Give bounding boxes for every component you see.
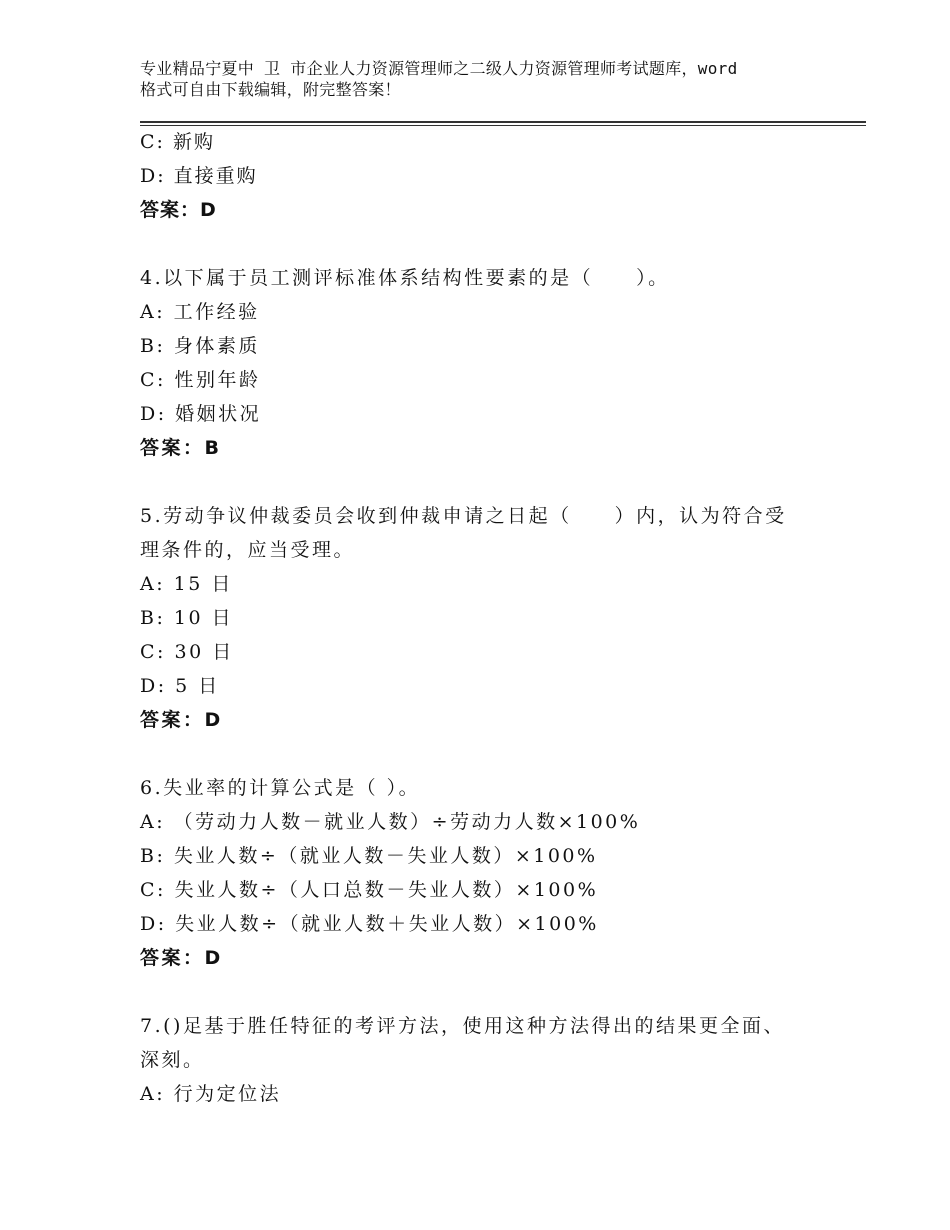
option-d: D: 直接重购	[140, 165, 258, 187]
header-rule-thick	[140, 121, 866, 123]
question-5	[140, 499, 840, 737]
option-b: B: 10 日	[140, 607, 234, 629]
question-stem-cont: 深刻。	[140, 1049, 205, 1071]
question-stem: 6.失业率的计算公式是（ ）。	[140, 777, 421, 799]
option-a: A: 15 日	[140, 573, 233, 595]
header-line-1: 专业精品宁夏中 卫 市企业人力资源管理师之二级人力资源管理师考试题库，word	[140, 59, 738, 78]
answer: 答案：D	[140, 709, 223, 731]
question-stem-cont: 理条件的，应当受理。	[140, 539, 356, 561]
question-3-tail	[140, 125, 840, 227]
option-c: C: 新购	[140, 131, 215, 153]
option-a: A: 工作经验	[140, 301, 260, 323]
document-header	[140, 58, 840, 100]
option-c: C: 失业人数÷（人口总数－失业人数）×100%	[140, 879, 599, 901]
question-6	[140, 771, 840, 975]
question-7	[140, 1009, 840, 1111]
document-body	[140, 125, 840, 1111]
answer: 答案：D	[140, 199, 217, 221]
option-a: A: （劳动力人数－就业人数）÷劳动力人数×100%	[140, 811, 641, 833]
question-stem: 7.()足基于胜任特征的考评方法，使用这种方法得出的结果更全面、	[140, 1015, 785, 1037]
question-4	[140, 261, 840, 465]
header-line-2: 格式可自由下载编辑，附完整答案！	[140, 80, 401, 99]
option-c: C: 30 日	[140, 641, 234, 663]
answer: 答案：B	[140, 437, 222, 459]
question-stem: 5.劳动争议仲裁委员会收到仲裁申请之日起（ ）内，认为符合受	[140, 505, 787, 527]
option-b: B: 身体素质	[140, 335, 260, 357]
option-a: A: 行为定位法	[140, 1083, 282, 1105]
question-stem: 4.以下属于员工测评标准体系结构性要素的是（ ）。	[140, 267, 670, 289]
option-c: C: 性别年龄	[140, 369, 261, 391]
option-d: D: 5 日	[140, 675, 220, 697]
answer: 答案：D	[140, 947, 223, 969]
option-d: D: 婚姻状况	[140, 403, 262, 425]
option-b: B: 失业人数÷（就业人数－失业人数）×100%	[140, 845, 598, 867]
option-d: D: 失业人数÷（就业人数＋失业人数）×100%	[140, 913, 599, 935]
